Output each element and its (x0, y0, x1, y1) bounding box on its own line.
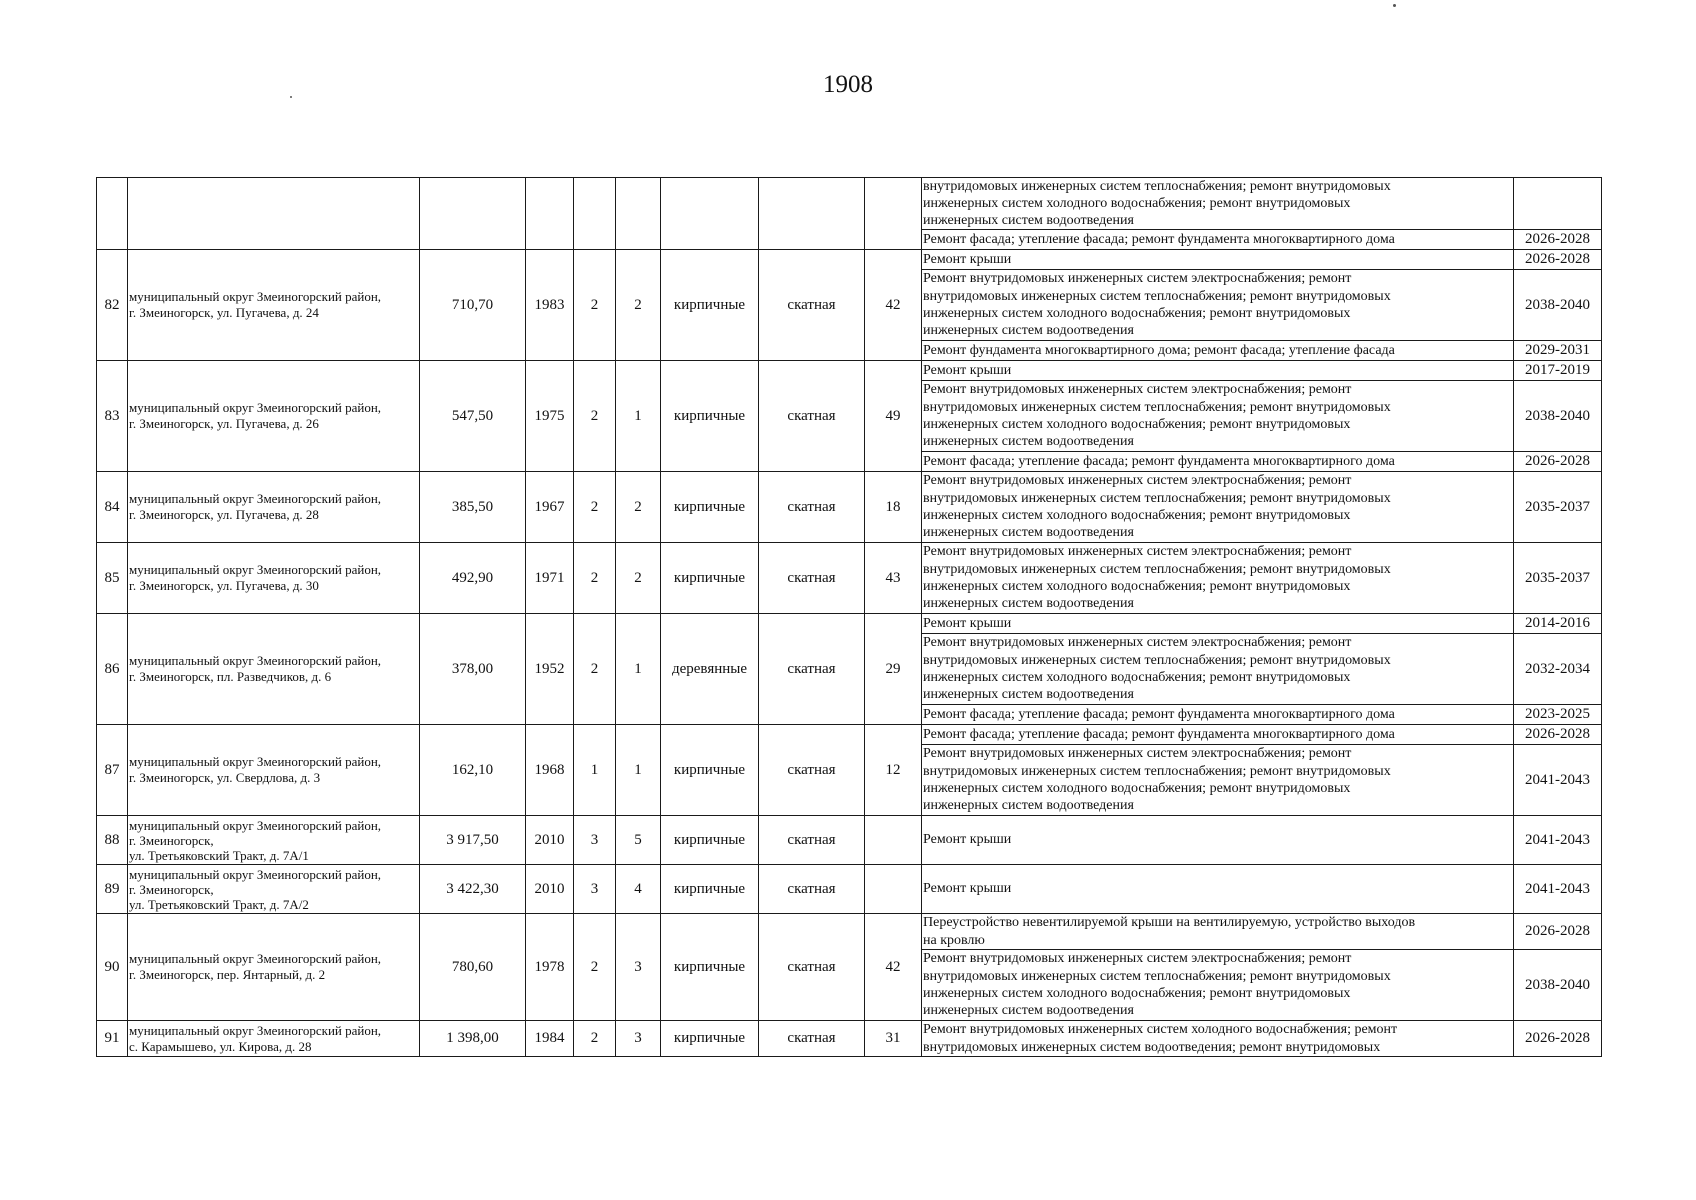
row-number: 84 (97, 472, 128, 543)
table-row (97, 472, 1602, 543)
year-cell: 1984 (526, 1021, 574, 1057)
work-period: 2038-2040 (1514, 270, 1602, 341)
cont-wear-cell (865, 178, 922, 250)
cont-number-cell (97, 178, 128, 250)
cont-area-cell (420, 178, 526, 250)
area-cell: 3 917,50 (420, 816, 526, 865)
row-number: 88 (97, 816, 128, 865)
row-number: 86 (97, 614, 128, 725)
work-description: Ремонт фасада; утепление фасада; ремонт фундамента многоквартирного дома (922, 230, 1514, 250)
row-number: 89 (97, 865, 128, 914)
work-period (1514, 178, 1602, 230)
cont-roof-cell (759, 178, 865, 250)
wear-cell: 49 (865, 361, 922, 472)
work-description: внутридомовых инженерных систем теплоснабжения; ремонт внутридомовых инженерных систем холодного водоснабжения; ремонт внутридомовых инженерных систем водоотведения (922, 178, 1514, 230)
work-description: Ремонт фасада; утепление фасада; ремонт фундамента многоквартирного дома (922, 725, 1514, 745)
cont-address-cell (128, 178, 420, 250)
entrances-cell: 5 (616, 816, 661, 865)
work-description: Ремонт крыши (922, 865, 1514, 914)
year-cell: 2010 (526, 865, 574, 914)
roof-type-cell: скатная (759, 865, 865, 914)
work-description: Ремонт фундамента многоквартирного дома; ремонт фасада; утепление фасада (922, 341, 1514, 361)
wear-cell (865, 865, 922, 914)
wear-cell: 42 (865, 250, 922, 361)
floors-cell: 2 (574, 250, 616, 361)
table-row (97, 361, 1602, 381)
table-row (97, 914, 1602, 950)
row-number: 90 (97, 914, 128, 1021)
wall-material-cell: кирпичные (661, 543, 759, 614)
entrances-cell: 3 (616, 914, 661, 1021)
year-cell: 1967 (526, 472, 574, 543)
area-cell: 780,60 (420, 914, 526, 1021)
wear-cell: 12 (865, 725, 922, 816)
work-description: Ремонт фасада; утепление фасада; ремонт фундамента многоквартирного дома (922, 452, 1514, 472)
row-number: 85 (97, 543, 128, 614)
roof-type-cell: скатная (759, 361, 865, 472)
page-number: 1908 (823, 71, 873, 98)
work-description: Ремонт внутридомовых инженерных систем электроснабжения; ремонт внутридомовых инженерных систем теплоснабжения; ремонт внутридомовых инженерных систем холодного водоснабжения; ремонт внутридомовых инженерных систем водоотведения (922, 543, 1514, 614)
row-number: 82 (97, 250, 128, 361)
address-cell: муниципальный округ Змеиногорский район, г. Змеиногорск, ул. Свердлова, д. 3 (128, 725, 420, 816)
table-row (97, 178, 1602, 230)
wall-material-cell: деревянные (661, 614, 759, 725)
work-period: 2017-2019 (1514, 361, 1602, 381)
wear-cell: 42 (865, 914, 922, 1021)
work-period: 2035-2037 (1514, 472, 1602, 543)
entrances-cell: 2 (616, 543, 661, 614)
table-row (97, 250, 1602, 270)
work-period: 2038-2040 (1514, 381, 1602, 452)
work-description: Ремонт крыши (922, 614, 1514, 634)
work-description: Ремонт внутридомовых инженерных систем электроснабжения; ремонт внутридомовых инженерных систем теплоснабжения; ремонт внутридомовых инженерных систем холодного водоснабжения; ремонт внутридомовых инженерных систем водоотведения (922, 950, 1514, 1021)
work-period: 2032-2034 (1514, 634, 1602, 705)
scan-speck (290, 96, 292, 98)
table-row (97, 1021, 1602, 1057)
wall-material-cell: кирпичные (661, 914, 759, 1021)
work-description: Ремонт внутридомовых инженерных систем электроснабжения; ремонт внутридомовых инженерных систем теплоснабжения; ремонт внутридомовых инженерных систем холодного водоснабжения; ремонт внутридомовых инженерных систем водоотведения (922, 381, 1514, 452)
work-period: 2029-2031 (1514, 341, 1602, 361)
year-cell: 1971 (526, 543, 574, 614)
work-description: Ремонт крыши (922, 816, 1514, 865)
address-cell: муниципальный округ Змеиногорский район, г. Змеиногорск, ул. Пугачева, д. 30 (128, 543, 420, 614)
entrances-cell: 2 (616, 250, 661, 361)
floors-cell: 2 (574, 361, 616, 472)
area-cell: 378,00 (420, 614, 526, 725)
work-period: 2026-2028 (1514, 250, 1602, 270)
address-cell: муниципальный округ Змеиногорский район, г. Змеиногорск, ул. Пугачева, д. 24 (128, 250, 420, 361)
floors-cell: 3 (574, 816, 616, 865)
floors-cell: 2 (574, 914, 616, 1021)
row-number: 87 (97, 725, 128, 816)
area-cell: 492,90 (420, 543, 526, 614)
entrances-cell: 4 (616, 865, 661, 914)
wear-cell: 31 (865, 1021, 922, 1057)
floors-cell: 2 (574, 543, 616, 614)
work-description: Ремонт крыши (922, 250, 1514, 270)
entrances-cell: 1 (616, 614, 661, 725)
work-period: 2026-2028 (1514, 725, 1602, 745)
wall-material-cell: кирпичные (661, 865, 759, 914)
roof-type-cell: скатная (759, 472, 865, 543)
work-period: 2035-2037 (1514, 543, 1602, 614)
work-period: 2038-2040 (1514, 950, 1602, 1021)
work-description: Ремонт внутридомовых инженерных систем электроснабжения; ремонт внутридомовых инженерных систем теплоснабжения; ремонт внутридомовых инженерных систем холодного водоснабжения; ремонт внутридомовых инженерных систем водоотведения (922, 634, 1514, 705)
address-cell: муниципальный округ Змеиногорский район, г. Змеиногорск, ул. Пугачева, д. 26 (128, 361, 420, 472)
wall-material-cell: кирпичные (661, 472, 759, 543)
work-period: 2041-2043 (1514, 865, 1602, 914)
row-number: 91 (97, 1021, 128, 1057)
year-cell: 1983 (526, 250, 574, 361)
work-description: Ремонт фасада; утепление фасада; ремонт фундамента многоквартирного дома (922, 705, 1514, 725)
table-row (97, 725, 1602, 745)
entrances-cell: 3 (616, 1021, 661, 1057)
area-cell: 547,50 (420, 361, 526, 472)
area-cell: 162,10 (420, 725, 526, 816)
address-cell: муниципальный округ Змеиногорский район, г. Змеиногорск, ул. Третьяковский Тракт, д. 7А/1 (128, 816, 420, 865)
address-cell: муниципальный округ Змеиногорский район, г. Змеиногорск, пер. Янтарный, д. 2 (128, 914, 420, 1021)
work-description: Ремонт внутридомовых инженерных систем электроснабжения; ремонт внутридомовых инженерных систем теплоснабжения; ремонт внутридомовых инженерных систем холодного водоснабжения; ремонт внутридомовых инженерных систем водоотведения (922, 270, 1514, 341)
table-row (97, 816, 1602, 865)
row-number: 83 (97, 361, 128, 472)
floors-cell: 2 (574, 614, 616, 725)
area-cell: 3 422,30 (420, 865, 526, 914)
area-cell: 385,50 (420, 472, 526, 543)
table-row (97, 614, 1602, 634)
roof-type-cell: скатная (759, 614, 865, 725)
floors-cell: 1 (574, 725, 616, 816)
wall-material-cell: кирпичные (661, 816, 759, 865)
address-cell: муниципальный округ Змеиногорский район, г. Змеиногорск, ул. Пугачева, д. 28 (128, 472, 420, 543)
wear-cell: 43 (865, 543, 922, 614)
work-period: 2041-2043 (1514, 745, 1602, 816)
year-cell: 1975 (526, 361, 574, 472)
work-period: 2026-2028 (1514, 914, 1602, 950)
entrances-cell: 1 (616, 725, 661, 816)
wall-material-cell: кирпичные (661, 725, 759, 816)
year-cell: 1952 (526, 614, 574, 725)
wear-cell: 29 (865, 614, 922, 725)
roof-type-cell: скатная (759, 914, 865, 1021)
roof-type-cell: скатная (759, 816, 865, 865)
scan-speck (1393, 4, 1396, 7)
table-row (97, 865, 1602, 914)
entrances-cell: 1 (616, 361, 661, 472)
wall-material-cell: кирпичные (661, 250, 759, 361)
work-period: 2014-2016 (1514, 614, 1602, 634)
wall-material-cell: кирпичные (661, 1021, 759, 1057)
work-period: 2041-2043 (1514, 816, 1602, 865)
wear-cell: 18 (865, 472, 922, 543)
area-cell: 1 398,00 (420, 1021, 526, 1057)
year-cell: 2010 (526, 816, 574, 865)
roof-type-cell: скатная (759, 1021, 865, 1057)
area-cell: 710,70 (420, 250, 526, 361)
work-description: Ремонт внутридомовых инженерных систем электроснабжения; ремонт внутридомовых инженерных систем теплоснабжения; ремонт внутридомовых инженерных систем холодного водоснабжения; ремонт внутридомовых инженерных систем водоотведения (922, 745, 1514, 816)
address-cell: муниципальный округ Змеиногорский район, г. Змеиногорск, пл. Разведчиков, д. 6 (128, 614, 420, 725)
work-period: 2026-2028 (1514, 230, 1602, 250)
year-cell: 1978 (526, 914, 574, 1021)
cont-year-cell (526, 178, 574, 250)
work-description: Ремонт внутридомовых инженерных систем холодного водоснабжения; ремонт внутридомовых инженерных систем водоотведения; ремонт внутридомовых (922, 1021, 1514, 1057)
address-cell: муниципальный округ Змеиногорский район, г. Змеиногорск, ул. Третьяковский Тракт, д. 7А/2 (128, 865, 420, 914)
wall-material-cell: кирпичные (661, 361, 759, 472)
work-description: Переустройство невентилируемой крыши на вентилируемую, устройство выходов на кровлю (922, 914, 1514, 950)
work-description: Ремонт крыши (922, 361, 1514, 381)
wear-cell (865, 816, 922, 865)
work-period: 2026-2028 (1514, 1021, 1602, 1057)
work-period: 2023-2025 (1514, 705, 1602, 725)
floors-cell: 2 (574, 1021, 616, 1057)
floors-cell: 3 (574, 865, 616, 914)
table-row (97, 543, 1602, 614)
housing-repair-table (96, 177, 1602, 1057)
address-cell: муниципальный округ Змеиногорский район, с. Карамышево, ул. Кирова, д. 28 (128, 1021, 420, 1057)
cont-c2-cell (616, 178, 661, 250)
roof-type-cell: скатная (759, 543, 865, 614)
year-cell: 1968 (526, 725, 574, 816)
roof-type-cell: скатная (759, 250, 865, 361)
work-description: Ремонт внутридомовых инженерных систем электроснабжения; ремонт внутридомовых инженерных систем теплоснабжения; ремонт внутридомовых инженерных систем холодного водоснабжения; ремонт внутридомовых инженерных систем водоотведения (922, 472, 1514, 543)
floors-cell: 2 (574, 472, 616, 543)
work-period: 2026-2028 (1514, 452, 1602, 472)
entrances-cell: 2 (616, 472, 661, 543)
cont-wall-cell (661, 178, 759, 250)
cont-c1-cell (574, 178, 616, 250)
roof-type-cell: скатная (759, 725, 865, 816)
